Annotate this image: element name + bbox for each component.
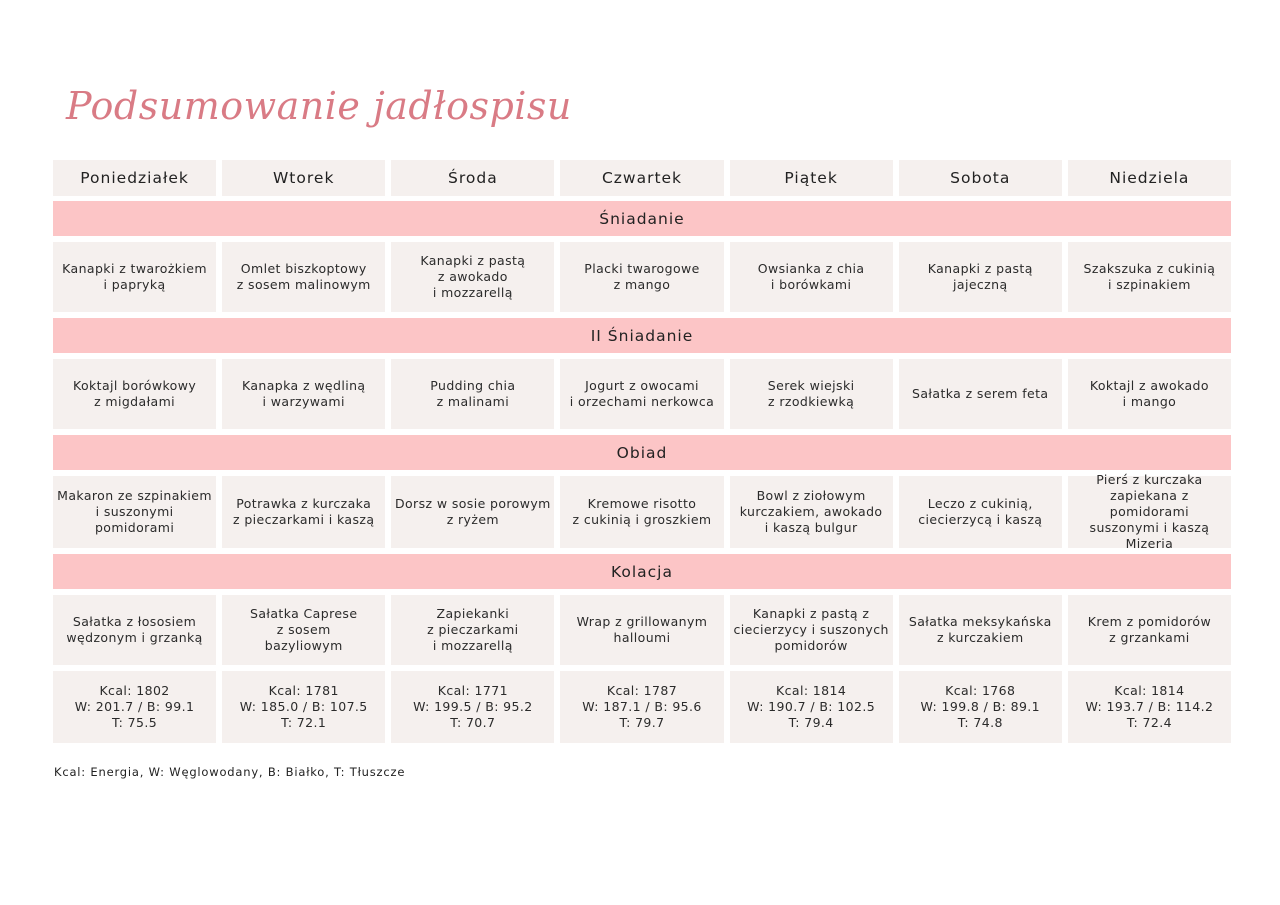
meal-cell: Leczo z cukinią, ciecierzycą i kaszą — [899, 476, 1062, 548]
meal-cell: Krem z pomidorów z grzankami — [1068, 595, 1231, 665]
meal-cell: Wrap z grillowanym halloumi — [560, 595, 723, 665]
meal-cell: Omlet biszkoptowy z sosem malinowym — [222, 242, 385, 312]
meal-cell: Kremowe risotto z cukinią i groszkiem — [560, 476, 723, 548]
meal-cell: Potrawka z kurczaka z pieczarkami i kaszą — [222, 476, 385, 548]
meal-row-lunch — [53, 472, 1231, 551]
meal-header-dinner: Kolacja — [53, 554, 1231, 589]
meal-cell: Pudding chia z malinami — [391, 359, 554, 429]
nutrition-total-cell: Kcal: 1814 W: 193.7 / B: 114.2 T: 72.4 — [1068, 671, 1231, 743]
day-header: Środa — [391, 160, 554, 196]
meal-cell: Kanapki z pastą z awokado i mozzarellą — [391, 242, 554, 312]
meal-cell: Koktajl z awokado i mango — [1068, 359, 1231, 429]
day-header: Niedziela — [1068, 160, 1231, 196]
meal-cell: Kanapki z twarożkiem i papryką — [53, 242, 216, 312]
meal-row-second-breakfast — [53, 359, 1231, 429]
meal-cell: Pierś z kurczaka zapiekana z pomidorami suszonymi i kaszą Mizeria — [1068, 476, 1231, 548]
meal-cell: Placki twarogowe z mango — [560, 242, 723, 312]
meal-row-dinner — [53, 595, 1231, 665]
meal-header-breakfast: Śniadanie — [53, 201, 1231, 236]
meal-cell: Jogurt z owocami i orzechami nerkowca — [560, 359, 723, 429]
meal-cell: Owsianka z chia i borówkami — [730, 242, 893, 312]
meal-cell: Dorsz w sosie porowym z ryżem — [391, 476, 554, 548]
meal-cell: Kanapka z wędliną i warzywami — [222, 359, 385, 429]
meal-cell: Makaron ze szpinakiem i suszonymi pomidorami — [53, 476, 216, 548]
days-header-row — [53, 160, 1231, 196]
day-header: Czwartek — [560, 160, 723, 196]
legend-text: Kcal: Energia, W: Węglowodany, B: Białko, T: Tłuszcze — [54, 765, 406, 779]
meal-cell: Koktajl borówkowy z migdałami — [53, 359, 216, 429]
meal-cell: Szakszuka z cukinią i szpinakiem — [1068, 242, 1231, 312]
meal-cell: Sałatka Caprese z sosem bazyliowym — [222, 595, 385, 665]
day-header: Poniedziałek — [53, 160, 216, 196]
meal-cell: Sałatka z łososiem wędzonym i grzanką — [53, 595, 216, 665]
nutrition-total-cell: Kcal: 1802 W: 201.7 / B: 99.1 T: 75.5 — [53, 671, 216, 743]
nutrition-total-cell: Kcal: 1771 W: 199.5 / B: 95.2 T: 70.7 — [391, 671, 554, 743]
nutrition-total-cell: Kcal: 1787 W: 187.1 / B: 95.6 T: 79.7 — [560, 671, 723, 743]
meal-cell: Sałatka meksykańska z kurczakiem — [899, 595, 1062, 665]
meal-cell: Kanapki z pastą jajeczną — [899, 242, 1062, 312]
meal-plan-table — [53, 160, 1231, 743]
page-title: Podsumowanie jadłospisu — [66, 84, 572, 128]
meal-header-second-breakfast: II Śniadanie — [53, 318, 1231, 353]
nutrition-total-cell: Kcal: 1768 W: 199.8 / B: 89.1 T: 74.8 — [899, 671, 1062, 743]
meal-row-breakfast — [53, 242, 1231, 312]
meal-cell: Kanapki z pastą z ciecierzycy i suszonych pomidorów — [730, 595, 893, 665]
meal-cell: Zapiekanki z pieczarkami i mozzarellą — [391, 595, 554, 665]
meal-header-lunch: Obiad — [53, 435, 1231, 470]
meal-cell: Sałatka z serem feta — [899, 359, 1062, 429]
meal-cell: Bowl z ziołowym kurczakiem, awokado i kaszą bulgur — [730, 476, 893, 548]
day-header: Piątek — [730, 160, 893, 196]
nutrition-total-cell: Kcal: 1814 W: 190.7 / B: 102.5 T: 79.4 — [730, 671, 893, 743]
nutrition-totals-row — [53, 671, 1231, 743]
day-header: Sobota — [899, 160, 1062, 196]
meal-cell: Serek wiejski z rzodkiewką — [730, 359, 893, 429]
day-header: Wtorek — [222, 160, 385, 196]
nutrition-total-cell: Kcal: 1781 W: 185.0 / B: 107.5 T: 72.1 — [222, 671, 385, 743]
